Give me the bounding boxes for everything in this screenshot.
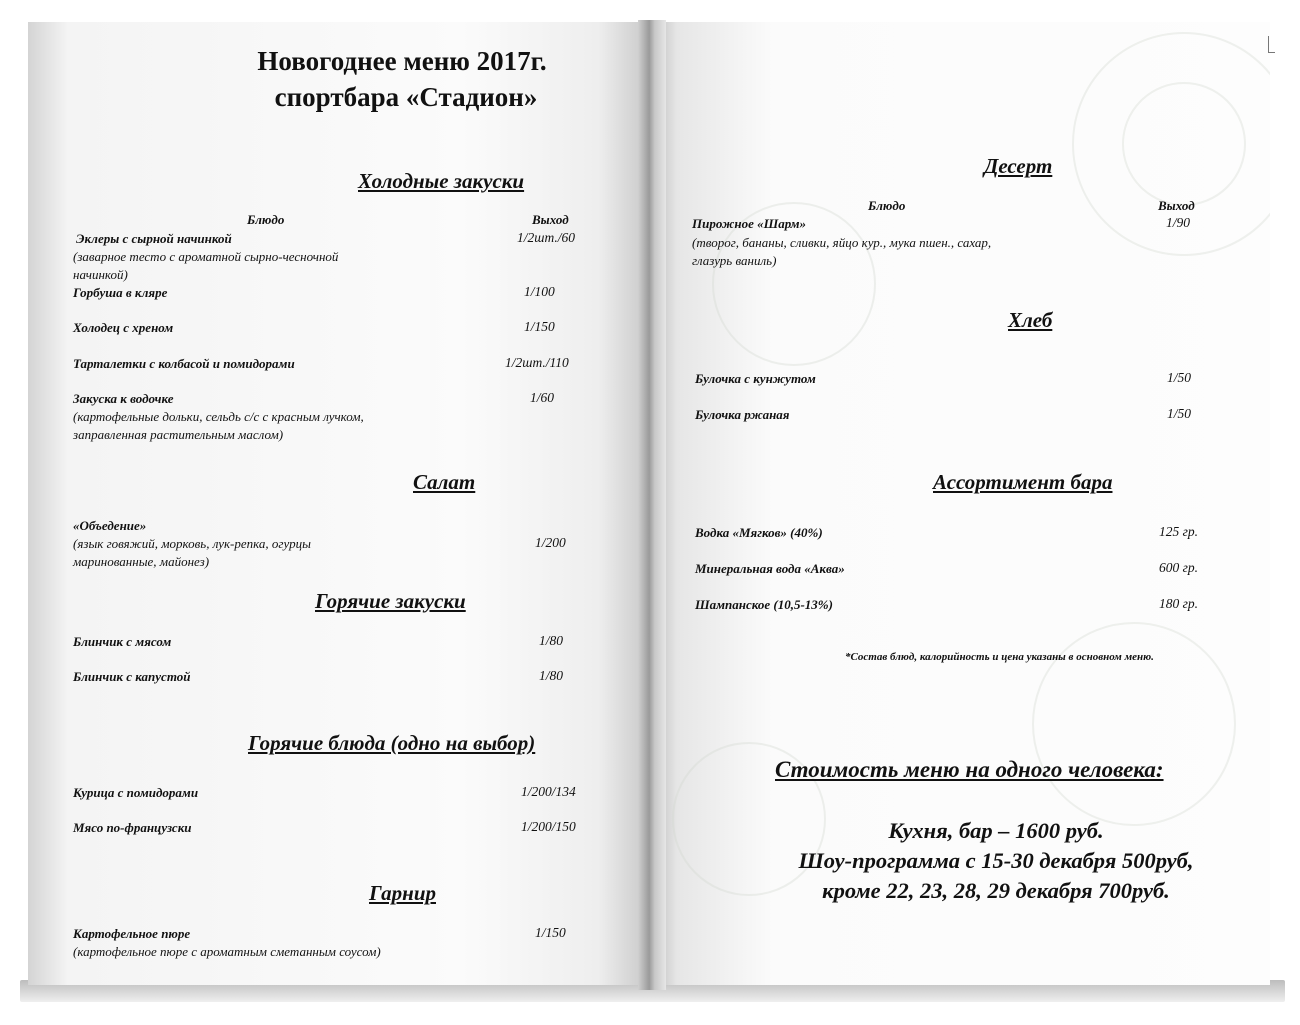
menu-item-description: глазурь ваниль) xyxy=(692,253,777,268)
section-salad-heading: Салат xyxy=(413,470,476,494)
price-line: Шоу-программа с 15-30 декабря 500руб, xyxy=(798,848,1194,873)
menu-title-line1: Новогоднее меню 2017г. xyxy=(257,46,547,76)
section-hot-dishes-heading: Горячие блюда (одно на выбор) xyxy=(248,731,536,755)
column-header-dish: Блюдо xyxy=(247,212,285,227)
menu-item-name: Закуска к водочке xyxy=(73,391,174,406)
menu-item-output: 1/200 xyxy=(535,535,566,550)
page-corner-mark xyxy=(1268,36,1275,53)
menu-item-description: (картофельные дольки, сельдь с/с с красным лучком, xyxy=(73,409,364,424)
footnote: *Состав блюд, калорийность и цена указаны в основном меню. xyxy=(845,651,1154,663)
section-bread-heading: Хлеб xyxy=(1008,308,1053,332)
price-heading: Стоимость меню на одного человека: xyxy=(775,757,1164,782)
menu-item-name: Холодец с хреном xyxy=(73,320,174,335)
menu-item-name: Булочка с кунжутом xyxy=(695,371,816,386)
menu-item-output: 1/60 xyxy=(530,390,555,405)
menu-item-name: Водка «Мягков» (40%) xyxy=(695,525,823,540)
menu-item-output: 1/200/134 xyxy=(521,784,576,799)
menu-item-output: 1/90 xyxy=(1166,215,1191,230)
menu-item-output: 1/150 xyxy=(524,319,555,334)
menu-item-name: Эклеры с сырной начинкой xyxy=(76,231,232,246)
menu-item-name: Тарталетки с колбасой и помидорами xyxy=(73,356,295,371)
left-page xyxy=(28,22,648,985)
price-line: Кухня, бар – 1600 руб. xyxy=(888,818,1104,843)
menu-item-name: Блинчик с мясом xyxy=(73,634,172,649)
menu-item-output: 1/100 xyxy=(524,284,555,299)
column-header-output: Выход xyxy=(1158,198,1195,213)
menu-item-name: Минеральная вода «Аква» xyxy=(695,561,845,576)
price-line: кроме 22, 23, 28, 29 декабря 700руб. xyxy=(822,878,1170,903)
menu-item-description: (язык говяжий, морковь, лук-репка, огурцы xyxy=(73,536,311,551)
menu-item-name: Пирожное «Шарм» xyxy=(692,216,807,231)
menu-item-name: Курица с помидорами xyxy=(73,785,199,800)
menu-item-description: (творог, бананы, сливки, яйцо кур., мука пшен., сахар, xyxy=(692,235,992,250)
menu-item-description: маринованные, майонез) xyxy=(73,554,210,569)
menu-item-output: 125 гр. xyxy=(1159,524,1199,539)
menu-item-output: 180 гр. xyxy=(1159,596,1199,611)
menu-item-name: Шампанское (10,5-13%) xyxy=(695,597,833,612)
menu-title-line2: спортбара «Стадион» xyxy=(274,82,538,112)
section-hot-snacks-heading: Горячие закуски xyxy=(315,589,466,613)
menu-item-description: заправленная растительным маслом) xyxy=(73,427,284,442)
ornament-swirl xyxy=(1122,82,1246,206)
section-bar-heading: Ассортимент бара xyxy=(933,470,1113,494)
menu-item-output: 1/50 xyxy=(1167,370,1192,385)
menu-item-output: 1/2шт./60 xyxy=(517,230,575,245)
menu-item-name: «Объедение» xyxy=(73,518,147,533)
column-header-dish: Блюдо xyxy=(868,198,906,213)
menu-item-name: Блинчик с капустой xyxy=(73,669,191,684)
menu-item-name: Булочка ржаная xyxy=(695,407,790,422)
menu-item-description: (заварное тесто с ароматной сырно-чесночной xyxy=(73,249,339,264)
menu-item-output: 1/150 xyxy=(535,925,566,940)
menu-item-output: 1/80 xyxy=(539,633,564,648)
book-spine xyxy=(638,20,666,990)
column-header-output: Выход xyxy=(532,212,569,227)
menu-item-output: 600 гр. xyxy=(1159,560,1199,575)
menu-item-output: 1/2шт./110 xyxy=(505,355,569,370)
menu-item-description: (картофельное пюре с ароматным сметанным соусом) xyxy=(73,944,381,959)
section-garnish-heading: Гарнир xyxy=(369,881,436,905)
section-cold-snacks-heading: Холодные закуски xyxy=(358,169,525,193)
menu-item-name: Мясо по-французски xyxy=(73,820,192,835)
menu-item-name: Горбуша в кляре xyxy=(73,285,168,300)
menu-item-output: 1/50 xyxy=(1167,406,1192,421)
section-dessert-heading: Десерт xyxy=(984,154,1053,178)
menu-item-output: 1/80 xyxy=(539,668,564,683)
menu-item-name: Картофельное пюре xyxy=(73,926,191,941)
menu-item-description: начинкой) xyxy=(73,267,128,282)
menu-item-output: 1/200/150 xyxy=(521,819,576,834)
